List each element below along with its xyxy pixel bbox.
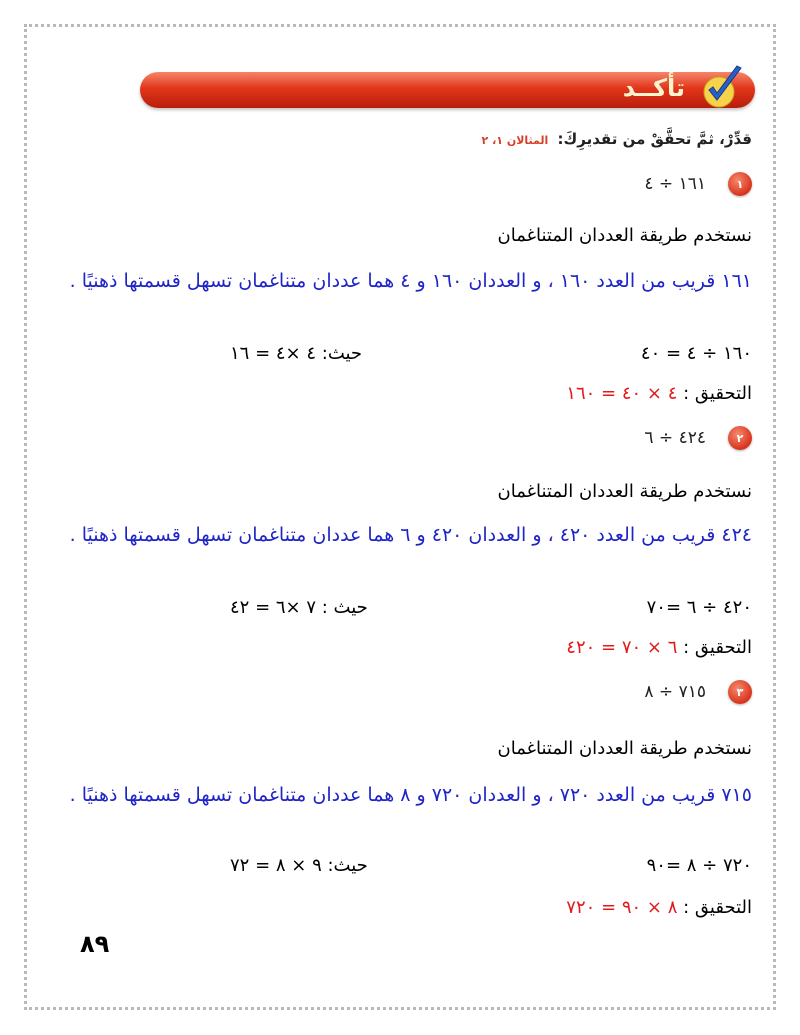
page-number: ٨٩ [80, 930, 110, 958]
problem-expression: ٧١٥ ÷ ٨ [644, 682, 706, 702]
instruction-text: قدِّرْ، ثمَّ تحقَّقْ من تقديرِكَ: [557, 130, 752, 148]
problem-expression: ٤٢٤ ÷ ٦ [644, 428, 706, 448]
problem-number-badge: ١ [728, 172, 752, 196]
instruction-line [482, 130, 752, 148]
check-label: التحقيق : [683, 637, 752, 658]
check-line [566, 383, 752, 404]
explanation-text: ٤٢٤ قريب من العدد ٤٢٠ ، و العددان ٤٢٠ و ٦ هما عددان متناغمان تسهل قسمتها ذهنيًا . [69, 524, 752, 546]
checkmark-icon [697, 62, 747, 112]
division-equation: ١٦٠ ÷ ٤ = ٤٠ [640, 343, 752, 364]
division-equation: ٧٢٠ ÷ ٨ =٩٠ [646, 855, 752, 876]
explanation-text: ١٦١ قريب من العدد ١٦٠ ، و العددان ١٦٠ و ٤ هما عددان متناغمان تسهل قسمتها ذهنيًا . [69, 270, 752, 292]
check-value: ٦ × ٧٠ = ٤٢٠ [566, 637, 678, 658]
problem-expression: ١٦١ ÷ ٤ [644, 174, 706, 194]
problem-1-header [644, 172, 752, 196]
section-title: تأكــد [622, 74, 685, 102]
division-equation: ٤٢٠ ÷ ٦ =٧٠ [646, 597, 752, 618]
check-label: التحقيق : [683, 897, 752, 918]
examples-reference: المثالان ١، ٢ [481, 134, 549, 147]
where-equation: حيث: ٩ × ٨ = ٧٢ [230, 855, 368, 876]
where-equation: حيث: ٤ ×٤ = ١٦ [230, 343, 363, 364]
check-line [566, 897, 752, 918]
section-banner [140, 72, 755, 108]
method-line: نستخدم طريقة العددان المتناغمان [497, 738, 752, 759]
check-label: التحقيق : [683, 383, 752, 404]
method-line: نستخدم طريقة العددان المتناغمان [497, 225, 752, 246]
problem-number-badge: ٣ [728, 680, 752, 704]
check-line [566, 637, 752, 658]
check-value: ٤ × ٤٠ = ١٦٠ [566, 383, 678, 404]
where-equation: حيث : ٧ ×٦ = ٤٢ [230, 597, 368, 618]
problem-3-header [644, 680, 752, 704]
explanation-text: ٧١٥ قريب من العدد ٧٢٠ ، و العددان ٧٢٠ و ٨ هما عددان متناغمان تسهل قسمتها ذهنيًا . [69, 784, 752, 806]
check-value: ٨ × ٩٠ = ٧٢٠ [566, 897, 678, 918]
problem-number-badge: ٢ [728, 426, 752, 450]
method-line: نستخدم طريقة العددان المتناغمان [497, 481, 752, 502]
problem-2-header [644, 426, 752, 450]
